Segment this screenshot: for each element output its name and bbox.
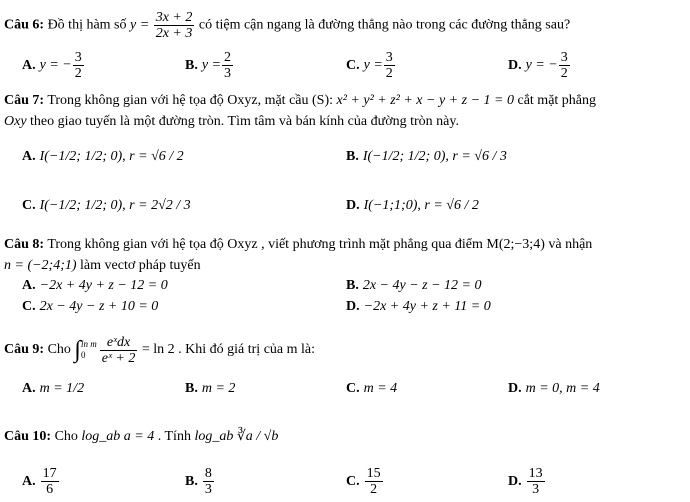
option-letter: B.: [185, 473, 198, 489]
q10-option-c[interactable]: [346, 466, 384, 497]
q10-given: log_ab a = 4: [81, 429, 155, 444]
option-letter: A.: [22, 278, 36, 293]
option-center: I(−1/2; 1/2; 0): [362, 149, 446, 164]
option-letter: A.: [22, 473, 36, 489]
q10-text-b: . Tính: [157, 429, 191, 444]
q7-line2: theo giao tuyến là một đường tròn. Tìm tâm và bán kính của đường tròn này.: [30, 114, 459, 129]
q6-option-b[interactable]: [185, 50, 234, 81]
option-lhs: y = −: [39, 57, 72, 73]
option-letter: D.: [346, 299, 360, 314]
option-center: I(−1/2; 1/2; 0): [39, 149, 123, 164]
q9-text-b: . Khi đó giá trị của m là:: [178, 342, 316, 358]
q6-option-d[interactable]: [508, 50, 571, 81]
q6-func-den: 2x + 3: [155, 26, 193, 41]
q9-stem: [4, 332, 686, 368]
option-num: 15: [366, 466, 381, 481]
option-den: 2: [385, 66, 393, 81]
option-equation: 2x − 4y − z − 12 = 0: [362, 278, 482, 293]
q8-label: Câu 8:: [4, 237, 45, 252]
q6-label: Câu 6:: [4, 17, 45, 33]
integral-lower: 0: [80, 350, 86, 360]
q7-option-d[interactable]: D. I(−1;1;0), r = √6 / 2: [346, 198, 479, 213]
q7-stem: [4, 92, 686, 110]
option-equation: −2x + 4y + z − 12 = 0: [39, 278, 168, 293]
q9-option-d[interactable]: [508, 380, 600, 398]
option-num: 17: [42, 466, 57, 481]
option-num: 2: [224, 50, 232, 65]
option-fraction: [365, 466, 383, 497]
option-fraction: [527, 466, 545, 497]
q10-target: log_ab ∛a / √b: [194, 429, 279, 444]
option-letter: D.: [508, 381, 522, 396]
option-center: I(−1/2; 1/2; 0): [39, 198, 123, 213]
q6-func-fraction: [154, 10, 195, 41]
q10-text-a: Cho: [54, 429, 78, 444]
option-radius: r = √6 / 2: [424, 198, 479, 213]
option-fraction: [384, 50, 395, 81]
option-center: I(−1;1;0): [363, 198, 418, 213]
option-den: 3: [204, 482, 212, 497]
option-radius: r = √6 / 2: [129, 149, 184, 164]
q7-equation: x² + y² + z² + x − y + z − 1 = 0: [336, 93, 514, 108]
q9-rhs: = ln 2: [141, 342, 175, 358]
q6-stem: [4, 10, 686, 41]
option-equation: 2x − 4y − z + 10 = 0: [39, 299, 159, 314]
integral-sign: ∫: [74, 337, 81, 363]
option-letter: C.: [346, 473, 360, 489]
q9-label: Câu 9:: [4, 342, 45, 358]
option-value: m = 1/2: [39, 381, 85, 396]
option-letter: B.: [346, 149, 359, 164]
option-fraction: [203, 466, 214, 497]
q9-option-a[interactable]: [22, 380, 84, 398]
q6-text-b: có tiệm cận ngang là đường thẳng nào trong các đường thẳng sau?: [198, 17, 571, 33]
integral-upper: ln m: [80, 339, 97, 349]
option-fraction: [222, 50, 233, 81]
option-value: m = 4: [363, 381, 398, 396]
q7-text-b: cắt mặt phẳng: [517, 93, 597, 108]
option-letter: D.: [508, 473, 522, 489]
option-fraction: [73, 50, 84, 81]
q7-option-a[interactable]: A. I(−1/2; 1/2; 0), r = √6 / 2: [22, 149, 184, 164]
q8-stem: [4, 236, 686, 254]
option-den: 2: [370, 482, 378, 497]
option-num: 8: [204, 466, 212, 481]
integrand-num: eˣdx: [100, 335, 138, 351]
q7-text-a: Trong không gian với hệ tọa độ Oxyz, mặt cầu (S):: [47, 93, 333, 108]
option-num: 3: [74, 50, 82, 65]
option-radius: r = √6 / 3: [452, 149, 507, 164]
q7-plane: Oxy: [4, 114, 27, 129]
option-letter: C.: [346, 381, 360, 396]
q10-stem: [4, 428, 686, 446]
q7-label: Câu 7:: [4, 93, 45, 108]
q9-option-b[interactable]: [185, 380, 235, 398]
q6-option-a[interactable]: [22, 50, 85, 81]
q8-option-c[interactable]: [22, 298, 158, 316]
q7-option-c[interactable]: C. I(−1/2; 1/2; 0), r = 2√2 / 3: [22, 198, 191, 213]
option-letter: C.: [22, 198, 36, 213]
option-lhs: y =: [201, 57, 222, 73]
q10-label: Câu 10:: [4, 429, 52, 444]
q7-stem-line2: [4, 113, 686, 131]
option-den: 2: [560, 66, 568, 81]
option-letter: D.: [346, 198, 360, 213]
q7-option-b[interactable]: B. I(−1/2; 1/2; 0), r = √6 / 3: [346, 149, 507, 164]
option-num: 3: [560, 50, 568, 65]
option-equation: −2x + 4y + z + 11 = 0: [363, 299, 491, 314]
option-value: m = 0, m = 4: [525, 381, 600, 396]
option-num: 13: [528, 466, 543, 481]
option-lhs: y = −: [525, 57, 558, 73]
option-fraction: [559, 50, 570, 81]
integral-limits: [81, 339, 97, 361]
option-letter: A.: [22, 149, 36, 164]
q9-integrand: [100, 335, 138, 366]
option-den: 3: [532, 482, 540, 497]
q10-option-b[interactable]: [185, 466, 215, 497]
option-letter: B.: [346, 278, 359, 293]
integrand-den: eˣ + 2: [101, 350, 136, 366]
q8-option-b[interactable]: [346, 277, 482, 295]
option-den: 2: [74, 66, 82, 81]
option-letter: C.: [346, 57, 360, 73]
q8-option-d[interactable]: [346, 298, 491, 316]
q9-text-a: Cho: [47, 342, 71, 358]
option-letter: D.: [508, 57, 522, 73]
q6-option-c[interactable]: [346, 50, 396, 81]
option-fraction: [41, 466, 59, 497]
option-letter: B.: [185, 57, 198, 73]
q8-stem-line2: [4, 257, 686, 275]
option-den: 6: [46, 482, 54, 497]
option-letter: B.: [185, 381, 198, 396]
option-letter: A.: [22, 57, 36, 73]
q9-option-c[interactable]: [346, 380, 397, 398]
option-radius: r = 2√2 / 3: [129, 198, 191, 213]
option-den: 3: [224, 66, 232, 81]
option-num: 3: [385, 50, 393, 65]
q8-option-a[interactable]: [22, 277, 168, 295]
q8-text-a: Trong không gian với hệ tọa độ Oxyz , viết phương trình mặt phẳng qua điểm M(2;−3;4) và nhận: [47, 237, 593, 252]
q6-func-lhs: y =: [130, 17, 150, 33]
option-lhs: y =: [363, 57, 383, 73]
option-value: m = 2: [201, 381, 236, 396]
q8-vector: n = (−2;4;1): [4, 258, 77, 273]
q6-text-a: Đồ thị hàm số: [47, 17, 127, 33]
option-letter: A.: [22, 381, 36, 396]
q10-option-d[interactable]: [508, 466, 546, 497]
option-letter: C.: [22, 299, 36, 314]
q6-func-num: 3x + 2: [155, 10, 193, 25]
q8-text-b: làm vectơ pháp tuyến: [80, 258, 201, 273]
q10-option-a[interactable]: [22, 466, 60, 497]
